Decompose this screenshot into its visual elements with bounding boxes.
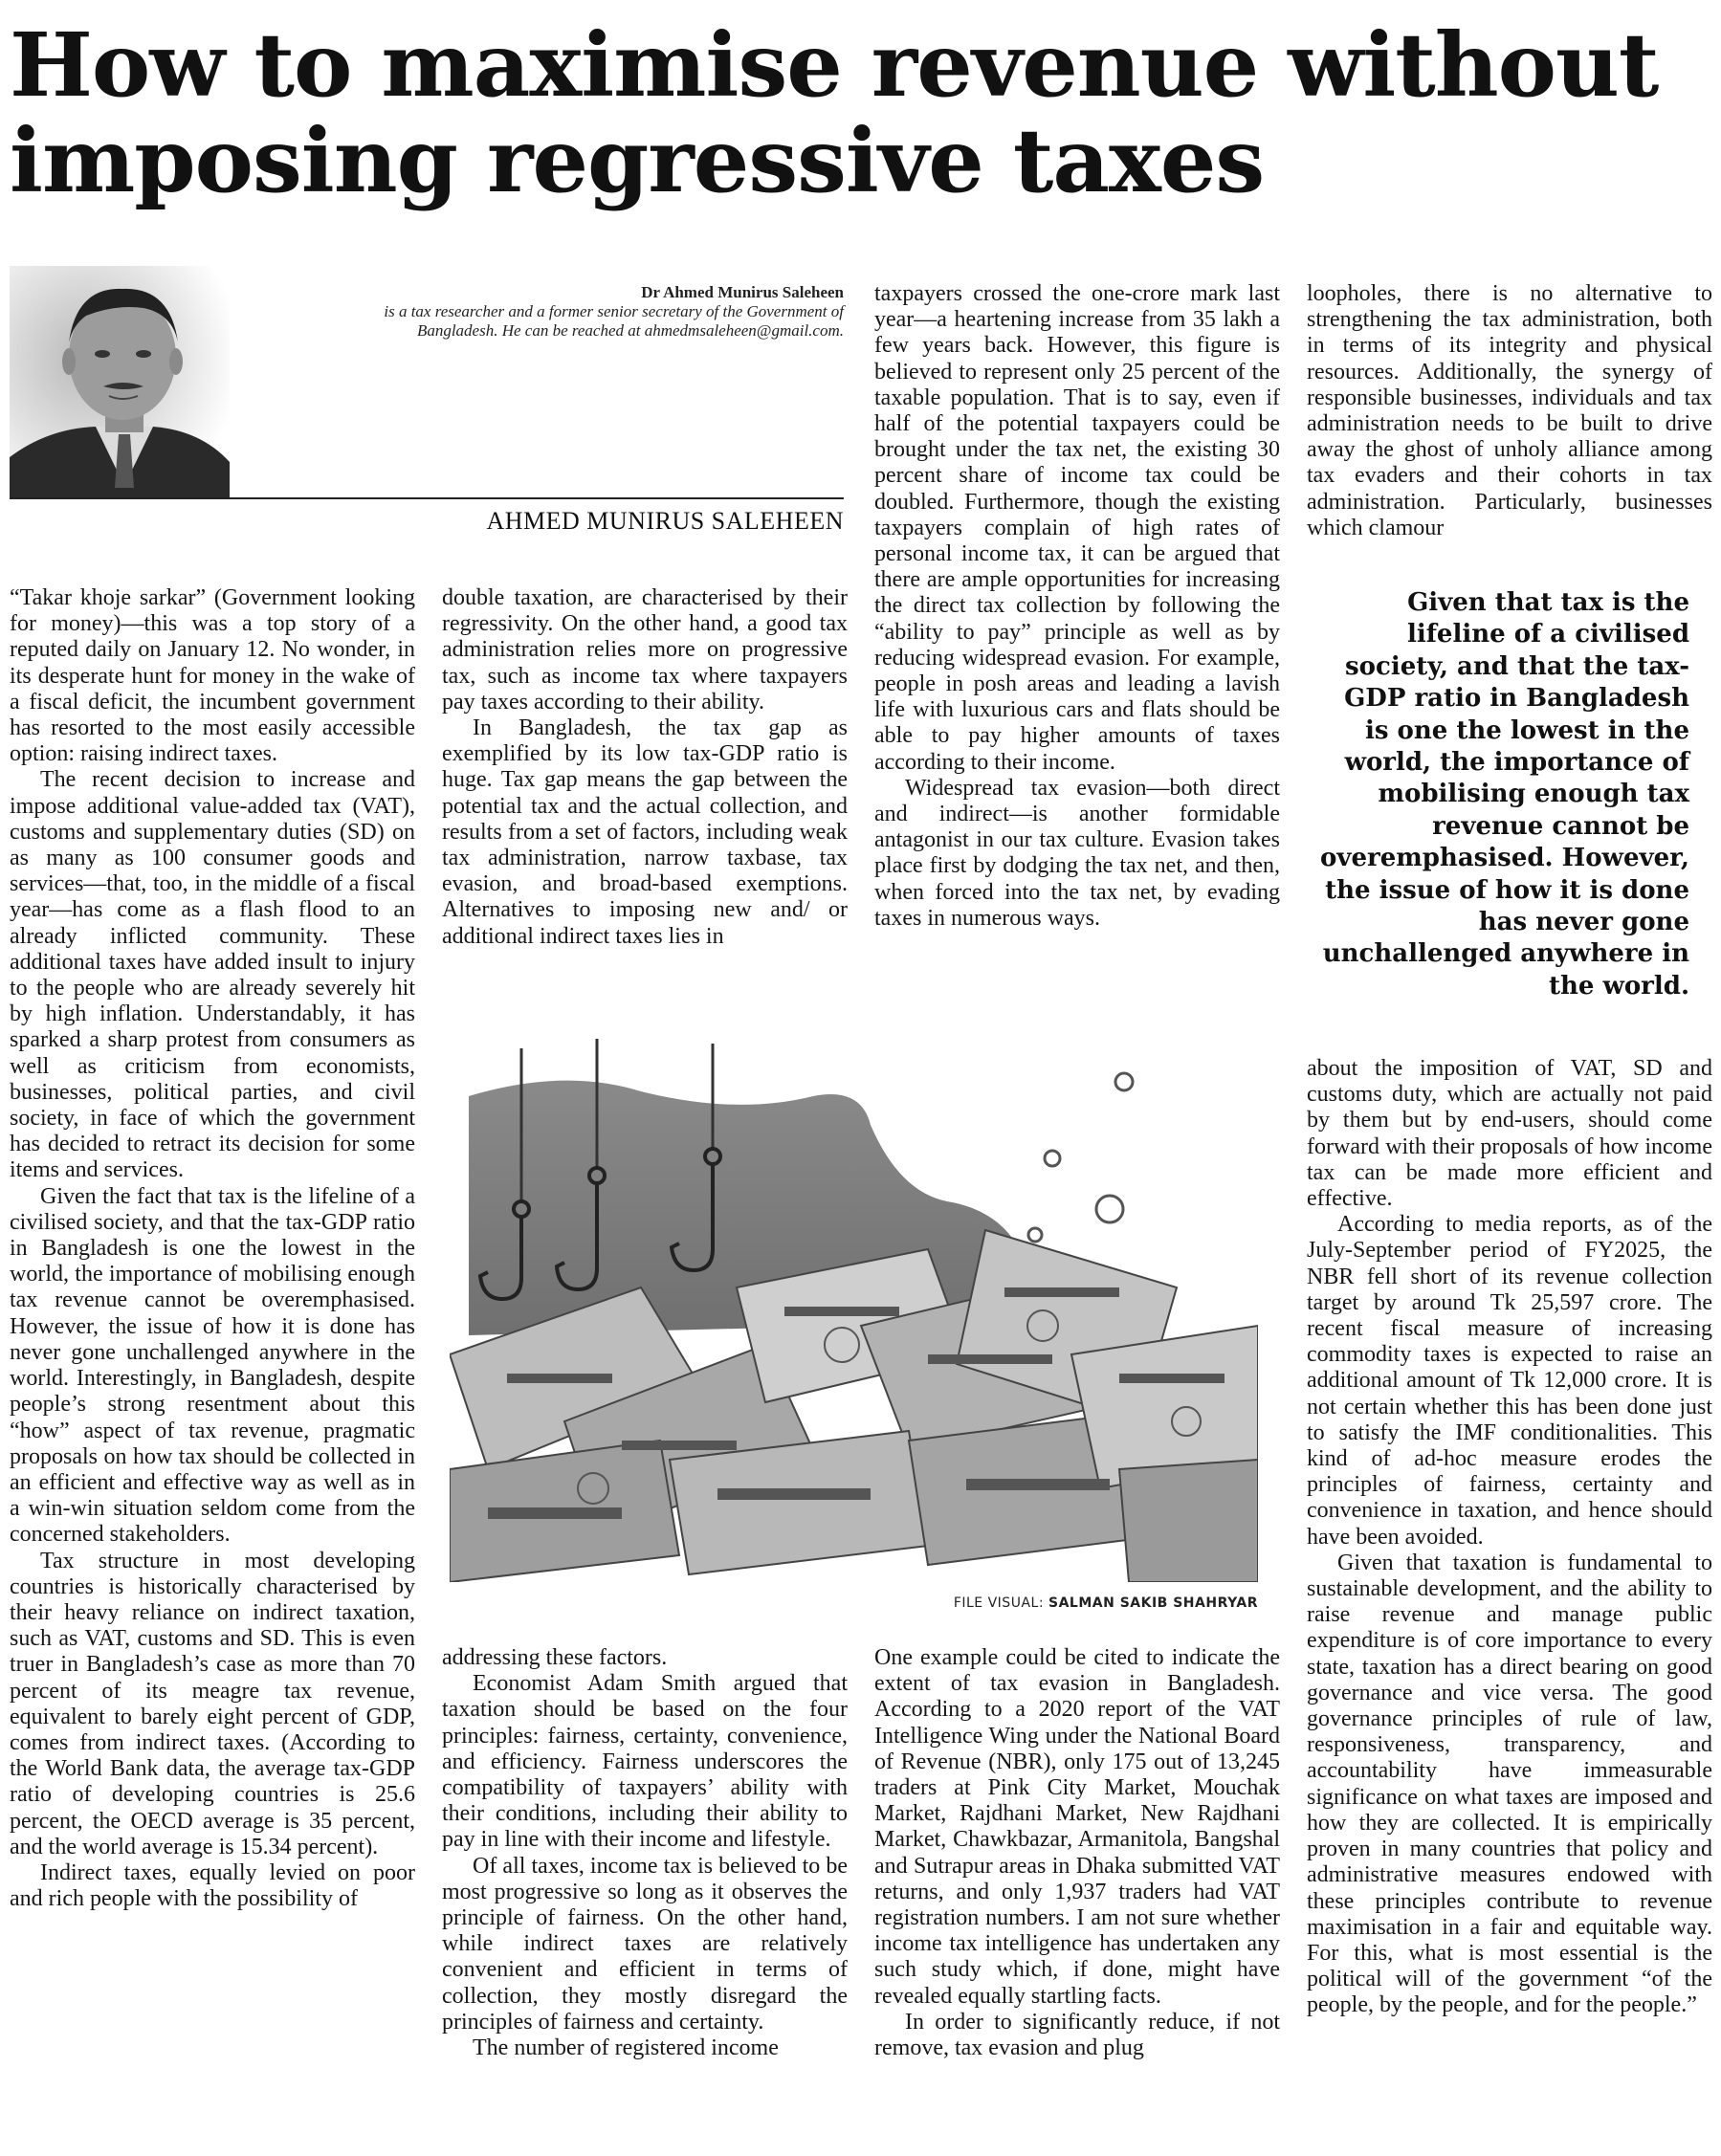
paragraph: “Takar khoje sarkar” (Government looking for money)—this was a top story of a reputed daily on January 12. No wonder, in its desperate hunt for money in the wake of a fiscal deficit, the incumbent government has resorted to the most easily accessible option: raising indirect taxes. (10, 585, 415, 767)
paragraph: Indirect taxes, equally levied on poor and rich people with the possibility of (10, 1859, 415, 1912)
paragraph: loopholes, there is no alternative to strengthening the tax administration, both in terms of its integrity and physical resources. Additionally, the synergy of responsible businesses, individuals and tax administration needs to be built to drive away the ghost of unholy alliance among tax evaders and their cohorts in tax administration. Particularly, businesses which clamour (1307, 281, 1712, 540)
credit-prefix: FILE VISUAL: (953, 1595, 1045, 1611)
author-bio: is a tax researcher and a former senior secretary of the Government of Bangladesh. He can be reached at ahmedmsaleheen@gmail.com. (384, 302, 844, 340)
paragraph: addressing these factors. (442, 1645, 668, 1670)
illustration (450, 1039, 1258, 1582)
author-credit (383, 283, 844, 341)
paragraph: taxpayers crossed the one-crore mark last year—a heartening increase from 35 lakh a few years back. However, this figure is believed to represent only 25 percent of the taxable population. That is to say, even if half of the potential taxpayers could be brought under the tax net, the existing 30 percent share of income tax could be doubled. Furthermore, though the existing taxpayers complain of high rates of personal income tax, it can be argued that there are ample opportunities for increasing the direct tax collection by following the “ability to pay” principle as well as by reducing widespread evasion. For example, people in posh areas and leading a lavish life with luxurious cars and flats should be able to pay higher amounts of taxes according to their income. (874, 281, 1280, 775)
pull-quote: Given that tax is the lifeline of a civilised society, and that the tax-GDP ratio in Bangladesh is one the lowest in the world, the importance of mobilising enough tax revenue cannot be overemphasised. However, the issue of how it is done has never gone unchallenged anywhere in the world. (1320, 588, 1689, 1001)
paragraph: about the imposition of VAT, SD and customs duty, which are actually not paid by them but by end-users, should come forward with their proposals of how income tax can be made more efficient and effective. (1307, 1056, 1712, 1212)
illustration-credit (890, 1595, 1258, 1611)
paragraph: Widespread tax evasion—both direct and indirect—is another formidable antagonist in our tax culture. Evasion takes place first by dodging the tax net, and then, when forced into the tax net, by evading taxes in numerous ways. (874, 775, 1280, 931)
headline: How to maximise revenue without imposing regressive taxes (10, 13, 1659, 212)
article-column-1 (10, 585, 415, 2152)
author-portrait-icon (10, 266, 421, 497)
paragraph: In Bangladesh, the tax gap as exemplified by its low tax-GDP ratio is huge. Tax gap means the gap between the potential tax and the actual collection, and results from a set of factors, including weak tax administration, narrow taxbase, tax evasion, and broad-based exemptions. Alternatives to imposing new and/ or additional indirect taxes lies in (442, 715, 848, 949)
paragraph: Economist Adam Smith argued that taxation should be based on the four principles: fairness, certainty, convenience, and efficiency. Fairness underscores the compatibility of taxpayers’ ability with their conditions, including their ability to pay in line with their income and lifestyle. (442, 1671, 848, 1853)
article-column-2-top (442, 585, 848, 1025)
author-divider (10, 497, 844, 499)
paragraph: In order to significantly reduce, if not remove, tax evasion and plug (874, 2009, 1280, 2061)
paragraph: double taxation, are characterised by their regressivity. On the other hand, a good tax administration relies more on progressive tax, such as income tax where taxpayers pay taxes according to their ability. (442, 585, 848, 715)
article-column-4-bottom (1307, 1056, 1712, 2154)
article-column-2-bottom (442, 1645, 848, 2154)
paragraph: Given the fact that tax is the lifeline of a civilised society, and that the tax-GDP ratio in Bangladesh is one the lowest in the world, the importance of mobilising enough tax revenue cannot be overemphasised. However, the issue of how it is done has never gone unchallenged anywhere in the world. Interestingly, in Bangladesh, despite people’s strong resentment about this “how” aspect of tax revenue, pragmatic proposals on how tax should be collected in an efficient and effective way as well as in a win-win situation seldom come from the concerned stakeholders. (10, 1183, 415, 1548)
author-name: Dr Ahmed Munirus Saleheen (641, 283, 844, 301)
paragraph: The number of registered income (473, 2035, 779, 2061)
paragraph: Tax structure in most developing countries is historically characterised by their heavy reliance on indirect taxation, such as VAT, customs and SD. This is even truer in Bangladesh’s case as more than 70 percent of its meagre tax revenue, equivalent to barely eight percent of GDP, comes from indirect taxes. (According to the World Bank data, the average tax-GDP ratio of developing countries is 25.6 percent, the OECD average is 35 percent, and the world average is 15.34 percent). (10, 1548, 415, 1859)
article-column-3-bottom (874, 1645, 1280, 2154)
credit-name: SALMAN SAKIB SHAHRYAR (1048, 1595, 1258, 1611)
fish-hooks-over-banknotes-icon (450, 1039, 1258, 1582)
author-byline: AHMED MUNIRUS SALEHEEN (486, 507, 844, 535)
paragraph: According to media reports, as of the July-September period of FY2025, the NBR fell short of its revenue collection target by around Tk 25,597 crore. The recent fiscal measure of increasing commodity taxes is expected to raise an additional amount of Tk 12,000 crore. It is not certain whether this has been done just to satisfy the IMF conditionalities. This kind of ad-hoc measure erodes the principles of fairness, certainty and convenience in taxation, and hence should have been avoided. (1307, 1212, 1712, 1550)
paragraph: Of all taxes, income tax is believed to be most progressive so long as it observes the principle of fairness. On the other hand, while indirect taxes are relatively convenient and efficient in terms of collection, they mostly disregard the principles of fairness and certainty. (442, 1853, 848, 2035)
paragraph: The recent decision to increase and impose additional value-added tax (VAT), customs and supplementary duties (SD) on as many as 100 consumer goods and services—that, too, in the middle of a fiscal year—has come as a flash flood to an already inflicted community. These additional taxes have added insult to injury to the people who are already severely hit by high inflation. Understandably, it has sparked a sharp protest from consumers as well as criticism from economists, businesses, political parties, and civil society, in face of which the government has decided to retract its decision for some items and services. (10, 767, 415, 1183)
article-column-4-top (1307, 281, 1712, 568)
article-column-3-top (874, 281, 1280, 1027)
paragraph: Given that taxation is fundamental to sustainable development, and the ability to raise revenue and manage public expenditure is of core importance to every state, taxation has a direct bearing on good governance and vice versa. The good governance principles of rule of law, responsiveness, transparency, and accountability have immeasurable significance on what taxes are imposed and how they are collected. It is empirically proven in many countries that policy and administrative measures endowed with these principles contribute to revenue maximisation in a fair and equitable way. For this, what is most essential is the political will of the government “of the people, by the people, and for the people.” (1307, 1550, 1712, 2018)
author-photo (10, 266, 421, 497)
paragraph: One example could be cited to indicate the extent of tax evasion in Bangladesh. According to a 2020 report of the VAT Intelligence Wing under the National Board of Revenue (NBR), only 175 out of 13,245 traders at Pink City Market, Mouchak Market, Rajdhani Market, New Rajdhani Market, Chawkbazar, Armanitola, Bangshal and Sutrapur areas in Dhaka submitted VAT returns, and only 1,937 traders had VAT registration numbers. I am not sure whether income tax intelligence has undertaken any such study which, if done, might have revealed equally startling facts. (874, 1645, 1280, 2009)
